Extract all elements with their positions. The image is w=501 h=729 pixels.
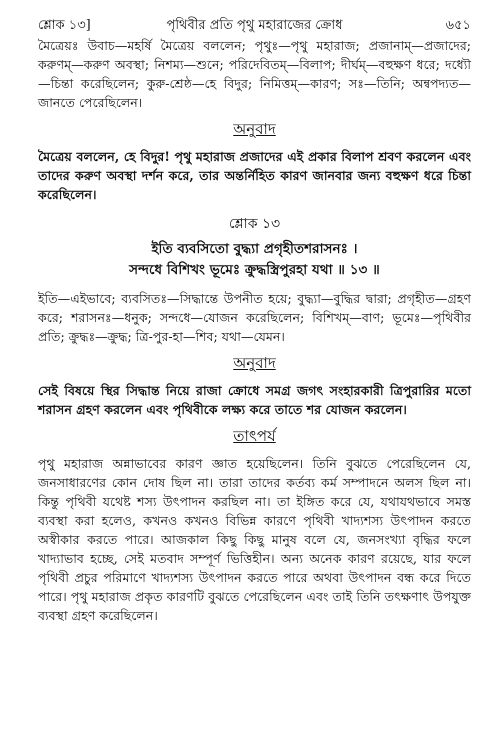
purport-heading: তাৎপর্য — [233, 427, 276, 445]
synonyms-text: ইতি—এইভাবে; ব্যবসিতঃ—সিদ্ধান্তে উপনীত হয়ে; বুদ্ধ্যা—বুদ্ধির দ্বারা; প্রগৃহীত—গ্রহণ করে; শরাসনঃ—ধনুক; সন্দধে—যোজন করেছিলেন; বিশিখম্—বাণ; ভূমেঃ—পৃথিবীর প্রতি; ক্রুদ্ধঃ—ক্রুদ্ধ; ত্রি-পুর-হা—শিব; যথা—যেমন। — [38, 291, 471, 344]
translation-heading: অনুবাদ — [233, 120, 276, 138]
header-page-number: ৬৫১ — [445, 18, 471, 33]
book-page — [38, 16, 471, 625]
verse-line-1: ইতি ব্যবসিতো বুদ্ধ্যা প্রগৃহীতশরাসনঃ । — [151, 241, 358, 257]
translation-text: মৈত্রেয় বললেন, হে বিদুর! পৃথু মহারাজ প্রজাদের এই প্রকার বিলাপ শ্রবণ করলেন এবং তাদের করুণ অবস্থা দর্শন করে, তার অন্তর্নিহিত কারণ জানবার জন্য বহুক্ষণ ধরে চিন্তা করেছিলেন। — [38, 149, 471, 202]
page-header — [38, 16, 471, 36]
verse-number: শ্লোক ১৩ — [228, 216, 281, 232]
purport-text: পৃথু মহারাজ অন্নাভাবের কারণ জ্ঞাত হয়েছিলেন। তিনি বুঝতে পেরেছিলেন যে, জনসাধারণের কোন দোষ ছিল না। তারা তাদের কর্তব্য কর্ম সম্পাদনে অলস ছিল না। কিন্তু পৃথিবী যথেষ্ট শস্য উৎপাদন করছিল না। তা ইঙ্গিত করে যে, যথাযথভাবে সমস্ত ব্যবস্থা করা হলেও, কখনও কখনও বিভিন্ন কারণে পৃথিবী খাদ্যশস্য উৎপাদন করতে অস্বীকার করতে পারে। আজকাল কিছু কিছু মানুষ বলে যে, জনসংখ্যা বৃদ্ধির ফলে খাদ্যাভাব হচ্ছে, সেই মতবাদ সম্পূর্ণ ভিত্তিহীন। অন্য অনেক কারণ রয়েছে, যার ফলে পৃথিবী প্রচুর পরিমাণে খাদ্যশস্য উৎপাদন করতে পারে অথবা উৎপাদন বন্ধ করে দিতে পারে। পৃথু মহারাজ প্রকৃত কারণটি বুঝতে পেরেছিলেন এবং তাই তিনি তৎক্ষণাৎ উপযুক্ত ব্যবস্থা গ্রহণ করেছিলেন। — [38, 456, 471, 623]
synonyms-previous-verse: মৈত্রেয়ঃ উবাচ—মহর্ষি মৈত্রেয় বললেন; পৃথুঃ—পৃথু মহারাজ; প্রজানাম্—প্রজাদের; করুণম্—করুণ অবস্থা; নিশম্য—শুনে; পরিদেবিতম্—বিলাপ; দীর্ঘম্—বহুক্ষণ ধরে; দধ্যৌ—চিন্তা করেছিলেন; কুরু-শ্রেষ্ঠ—হে বিদুর; নিমিত্তম্—কারণ; সঃ—তিনি; অন্বপদ্যত—জানতে পেরেছিলেন। — [38, 38, 471, 110]
verse-line-2: সন্দধে বিশিখং ভূমেঃ ক্রুদ্ধস্ত্রিপুরহা যথা ॥ ১৩ ॥ — [129, 262, 380, 278]
header-chapter-title: পৃথিবীর প্রতি পৃথু মহারাজের ক্রোধ — [166, 18, 343, 33]
translation-text-2: সেই বিষয়ে স্থির সিদ্ধান্ত নিয়ে রাজা ক্রোধে সমগ্র জগৎ সংহারকারী ত্রিপুরারির মতো শরাসন গ্রহণ করলেন এবং পৃথিবীকে লক্ষ্য করে তাতে শর যোজন করলেন। — [38, 383, 471, 417]
header-verse-ref: শ্লোক ১৩] — [38, 18, 91, 33]
translation-heading-2: অনুবাদ — [233, 354, 276, 372]
